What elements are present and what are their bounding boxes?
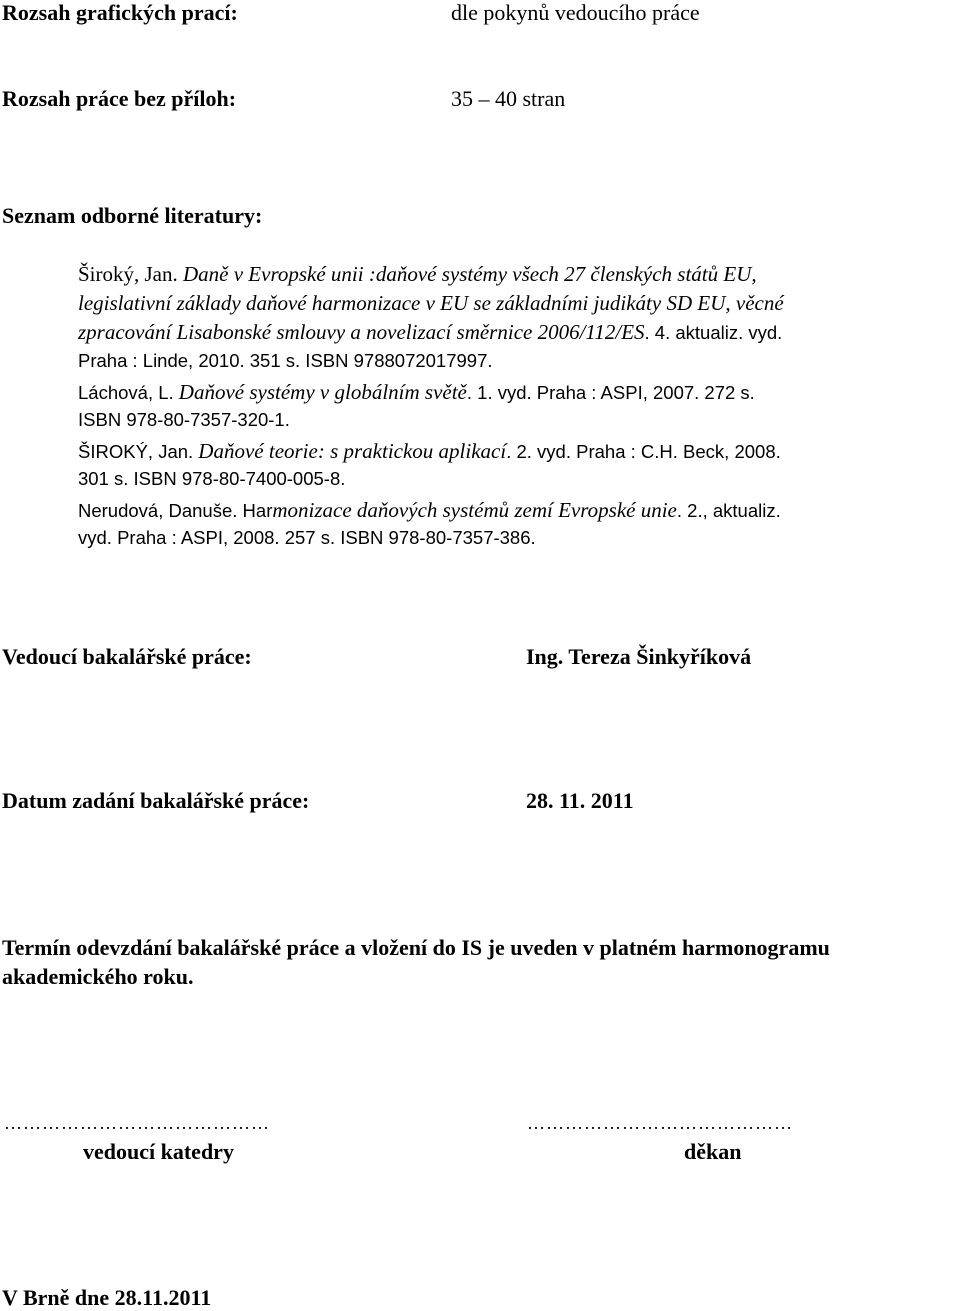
reference-author: Široký, Jan. (78, 262, 183, 286)
reference-isbn: 301 s. ISBN 978-80-7400-005-8. (78, 468, 346, 489)
reference-line (78, 498, 781, 523)
reference-line (78, 527, 536, 549)
reference-title: Daně v Evropské unii :daňové systémy všech 27 členských států EU, (183, 262, 757, 286)
place-and-date: V Brně dne 28.11.2011 (2, 1285, 212, 1310)
reference-publisher: vyd. Praha : ASPI, 2008. 257 s. ISBN 978-80-7357-386. (78, 527, 536, 548)
reference-title: Daňové teorie: s praktickou aplikací (198, 439, 507, 463)
deadline-note-line2: akademického roku. (2, 964, 194, 989)
assignment-date-value: 28. 11. 2011 (526, 788, 634, 813)
supervisor-name: Ing. Tereza Šinkyříková (526, 644, 752, 669)
deadline-note-line1: Termín odevzdání bakalářské práce a vložení do IS je uveden v platném harmonogramu (2, 935, 830, 960)
reference-line (78, 468, 345, 490)
reference-line (78, 320, 782, 345)
reference-publisher: Praha : Linde, 2010. 351 s. ISBN 9788072017997. (78, 350, 493, 371)
work-length-label: Rozsah práce bez příloh: (2, 86, 237, 111)
signature-label-head-of-department: vedoucí katedry (83, 1139, 234, 1164)
reference-line (78, 439, 781, 464)
work-length-value: 35 – 40 stran (451, 86, 566, 111)
reference-title: zpracování Lisabonské smlouvy a novelizací směrnice 2006/112/ES (78, 320, 645, 344)
reference-edition: . 2. vyd. Praha : C.H. Beck, 2008. (506, 441, 781, 462)
reference-line (78, 291, 784, 316)
reference-title: legislativní základy daňové harmonizace v EU se základními judikáty SD EU, věcné (78, 291, 784, 315)
signature-line-right: …………………………………… (527, 1113, 793, 1133)
supervisor-label: Vedoucí bakalářské práce: (2, 644, 252, 669)
reference-edition: . 4. aktualiz. vyd. (644, 322, 783, 343)
reference-line (78, 409, 290, 431)
reference-edition: . 1. vyd. Praha : ASPI, 2007. 272 s. (466, 382, 755, 403)
graphics-scope-label: Rozsah grafických prací: (2, 0, 238, 25)
graphics-scope-value: dle pokynů vedoucího práce (451, 0, 700, 25)
reference-edition: . 2., aktualiz. (676, 500, 781, 521)
reference-line (78, 262, 757, 287)
assignment-date-label: Datum zadání bakalářské práce: (2, 788, 310, 813)
reference-isbn: ISBN 978-80-7357-320-1. (78, 409, 290, 430)
reference-title: monizace daňových systémů zemí Evropské unie (272, 498, 677, 522)
reference-title: Daňové systémy v globálním světě (178, 380, 467, 404)
literature-heading: Seznam odborné literatury: (2, 203, 263, 228)
reference-line (78, 350, 493, 372)
signature-line-left: …………………………………… (4, 1113, 270, 1133)
signature-label-dean: děkan (684, 1139, 742, 1164)
reference-author: Láchová, L. (78, 382, 179, 403)
reference-line (78, 380, 755, 405)
reference-author: ŠIROKÝ, Jan. (78, 441, 199, 462)
reference-author: Nerudová, Danuše. Har (78, 500, 273, 521)
